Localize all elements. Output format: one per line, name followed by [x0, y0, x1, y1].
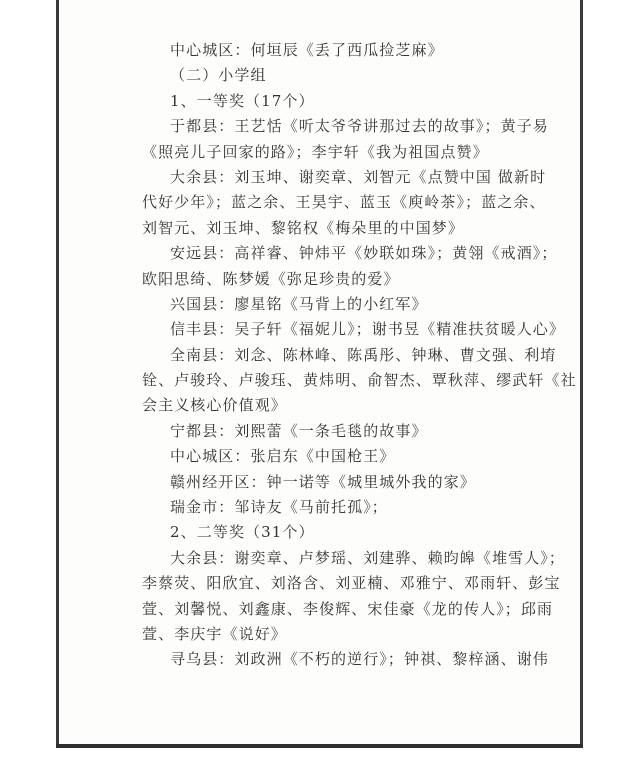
text-line: 大余县：刘玉坤、谢奕章、刘智元《点赞中国 做新时: [170, 167, 547, 186]
text-line: 萱、李庆宇《说好》: [142, 624, 287, 643]
text-line: 刘智元、刘玉坤、黎铭权《梅朵里的中国梦》: [142, 218, 465, 237]
text-line: 安远县：高祥睿、钟炜平《妙联如珠》；黄翎《戒酒》；: [170, 244, 558, 263]
text-line: 铨、卢骏玲、卢骏珏、黄炜明、俞智杰、覃秋萍、缪武轩《社: [142, 371, 577, 390]
scan-border-right: [580, 0, 583, 748]
text-line: 代好少年》；蓝之余、王昊宇、蓝玉《庾岭茶》；蓝之余、: [142, 193, 546, 212]
text-line: 中心城区：张启东《中国枪王》: [170, 447, 396, 466]
text-line: 兴国县：廖星铭《马背上的小红军》: [170, 294, 428, 313]
text-line: 于都县：王艺恬《听太爷爷讲那过去的故事》；黄子易: [170, 117, 549, 136]
text-line: 萱、刘馨悦、刘鑫康、李俊辉、宋佳豪《龙的传人》；邱雨: [142, 599, 554, 618]
text-line: 寻乌县：刘政洲《不朽的逆行》；钟祺、黎梓涵、谢伟: [170, 650, 549, 669]
text-line: 《照亮儿子回家的路》；李宇轩《我为祖国点赞》: [142, 142, 489, 161]
text-line: （二）小学组: [170, 66, 267, 85]
text-line: 会主义核心价值观》: [142, 396, 287, 415]
text-line: 赣州经开区：钟一诺等《城里城外我的家》: [170, 472, 476, 491]
scan-border-bottom: [56, 744, 583, 748]
text-line: 中心城区：何垣辰《丢了西瓜捡芝麻》: [170, 41, 444, 59]
text-line: 信丰县：吴子轩《福妮儿》；谢书昱《精准扶贫暖人心》: [170, 320, 566, 339]
text-line: 欧阳思绮、陈梦媛《弥足珍贵的爱》: [142, 269, 400, 288]
text-line: 2、二等奖（31个）: [170, 523, 315, 542]
text-line: 宁都县：刘熙蕾《一条毛毯的故事》: [170, 421, 428, 440]
document-body: [142, 38, 577, 673]
text-line: 李蔡荧、阳欣宜、刘洛含、刘亚楠、邓雅宁、邓雨轩、彭宝: [142, 574, 561, 593]
text-line: 瑞金市：邹诗友《马前托孤》；: [170, 498, 388, 517]
text-line: 全南县：刘念、陈林峰、陈禹彤、钟琳、曹文强、利堉: [170, 345, 557, 364]
text-line: 1、一等奖（17个）: [170, 91, 315, 110]
text-line: 大余县：谢奕章、卢梦瑶、刘建骅、赖昀皞《堆雪人》；: [170, 548, 566, 567]
